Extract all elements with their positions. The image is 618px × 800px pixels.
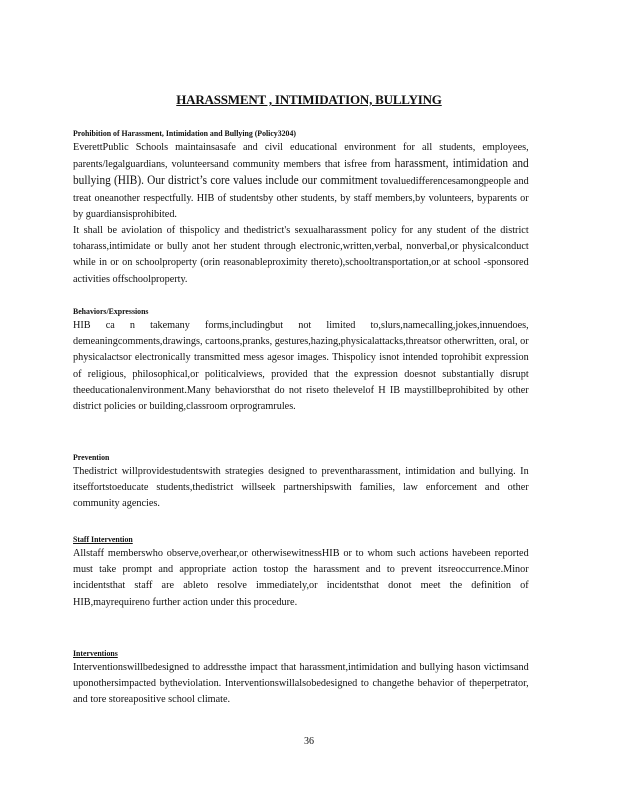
section-heading: Interventions — [73, 648, 118, 658]
paragraph-text-emphasis: harassment, intimidation and bullying (HIB). Our district’s core values include our commitment — [73, 156, 529, 188]
page-title — [0, 92, 618, 108]
section-heading: Prevention — [73, 452, 110, 462]
page-title-text: HARASSMENT , INTIMIDATION, BULLYING — [176, 92, 442, 107]
section-heading: Staff Intervention — [73, 534, 133, 544]
page-number: 36 — [304, 736, 314, 747]
section-behaviors — [73, 306, 528, 414]
section-prevention — [73, 452, 528, 512]
section-prohibition — [73, 128, 528, 287]
section-interventions — [73, 648, 528, 708]
section-staff-intervention — [73, 534, 528, 610]
paragraph-text: tovaluedifferencesamongpeople and treat oneanother respectfully. HIB of studentsby other students, by staff members,by volunteers, byparents or by guardiansisprohibited. — [73, 175, 529, 220]
section-heading: Behaviors/Expressions — [73, 306, 149, 316]
paragraph-text: EverettPublic Schools maintainsasafe and civil educational environment for all students, employees, parents/legalguardians, volunteersand community members that isfree from — [73, 141, 529, 171]
section-paragraph: Thedistrict willprovidestudentswith strategies designed to preventharassment, intimidation and bullying. In itseffortstoeducate students,thedistrict willseek partnershipswith families, law enforcement and other community agencies. — [73, 465, 529, 510]
section-paragraph: HIB ca n takemany forms,includingbut not limited to,slurs,namecalling,jokes,innuendoes, demeaningcomments,drawings, cartoons,pranks, gestures,hazing,physicalattacks,threatsor otherwritten, oral, or physicalactsor electronically transmitted mess agesor images. Thispolicy isnot intended toprohibit expression of religious, philosophical,or politicalviews, provided that the expression doesnot substantially disrupt theeducationalenvironment.Many behaviorsthat do not riseto thelevelof H IB maystillbeprohibited by other district policies or building,classroom orprogramrules. — [73, 319, 529, 413]
section-paragraph: Interventionswillbedesigned to addressthe impact that harassment,intimidation and bullying hason victimsand uponothersimpacted bytheviolation. Interventionswillalsobedesigned to changethe behavior of theperpetrator, and tore storeapositive school climate. — [73, 661, 529, 706]
section-paragraph: Allstaff memberswho observe,overhear,or otherwisewitnessHIB or to whom such actions havebeen reported must take prompt and appropriate action tostop the harassment and to prevent itsreoccurrence.Minor incidentsthat staff are ableto resolve immediately,or incidentsthat donot meet the definition of HIB,mayrequireno further action under this procedure. — [73, 547, 529, 608]
paragraph-text: It shall be aviolation of thispolicy and thedistrict's sexualharassment policy for any student of the district toharass,intimidate or bully anot her student through electronic,written,verbal, nonverbal,or physicalconduct while in or on schoolproperty (orin reasonableproximity thereto),schooltransportation,or at school -sponsored activities offschoolproperty. — [73, 224, 529, 285]
section-heading: Prohibition of Harassment, Intimidation and Bullying (Policy3204) — [73, 128, 296, 138]
section-paragraph — [73, 139, 529, 287]
